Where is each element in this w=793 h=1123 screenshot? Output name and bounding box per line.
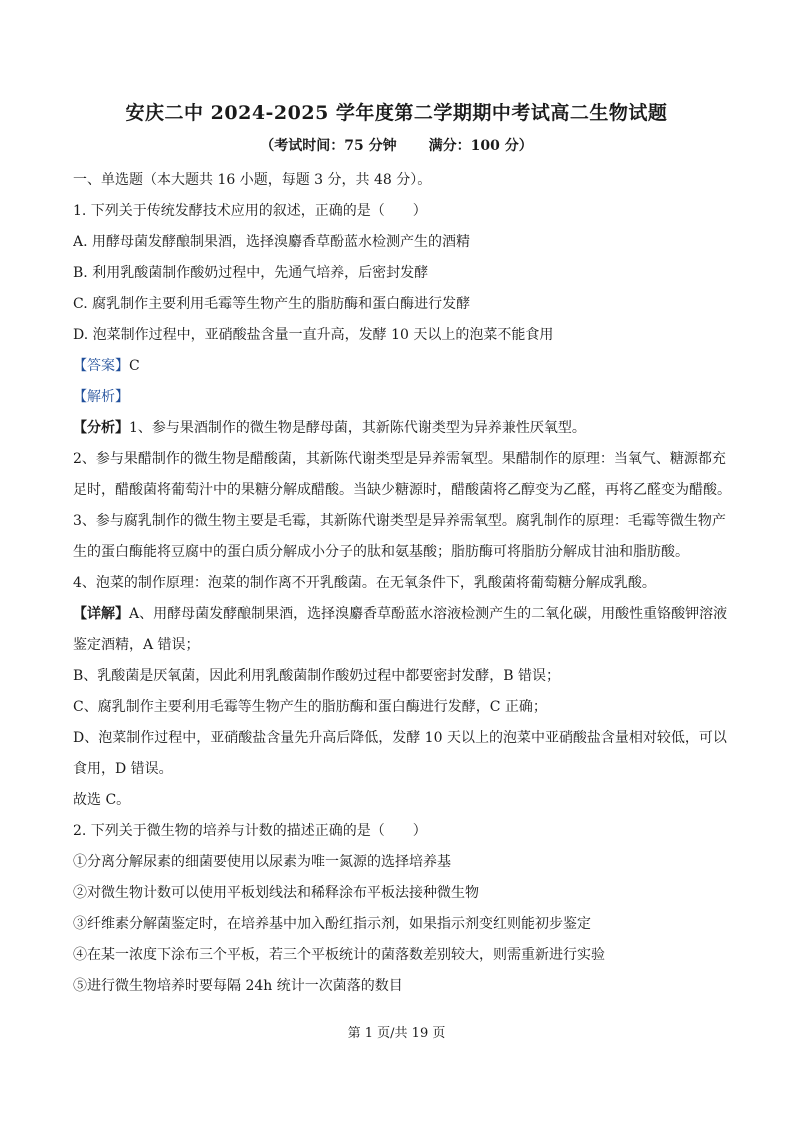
question-1-option-d: D. 泡菜制作过程中，亚硝酸盐含量一直升高，发酵 10 天以上的泡菜不能食用: [73, 327, 554, 343]
question-1-option-a: A. 用酵母菌发酵酿制果酒，选择溴麝香草酚蓝水检测产生的酒精: [73, 234, 471, 250]
xiangjie-line-c: C、腐乳制作主要利用毛霉等生物产生的脂肪酶和蛋白酶进行发酵，C 正确；: [73, 699, 547, 715]
page-title: 安庆二中 2024-2025 学年度第二学期期中考试高二生物试题: [125, 102, 668, 124]
question-1-option-c: C. 腐乳制作主要利用毛霉等生物产生的脂肪酶和蛋白酶进行发酵: [73, 296, 471, 312]
fenxi-line-3a: 3、参与腐乳制作的微生物主要是毛霉，其新陈代谢类型是异养需氧型。腐乳制作的原理：毛霉等微生物产: [73, 513, 726, 529]
question-2-item-1: ①分离分解尿素的细菌要使用以尿素为唯一氮源的选择培养基: [73, 854, 451, 870]
fenxi-text-1: 1、参与果酒制作的微生物是酵母菌，其新陈代谢类型为异养兼性厌氧型。: [129, 420, 586, 436]
question-2-item-4: ④在某一浓度下涂布三个平板，若三个平板统计的菌落数差别较大，则需重新进行实验: [73, 947, 605, 963]
page-footer: 第 1 页/共 19 页: [347, 1026, 446, 1041]
question-2-stem: 2. 下列关于微生物的培养与计数的描述正确的是（ ）: [73, 823, 427, 839]
answer-value: C: [129, 358, 140, 374]
xiangjie-line-d1: D、泡菜制作过程中，亚硝酸盐含量先升高后降低，发酵 10 天以上的泡菜中亚硝酸盐含量相对较低，可以: [73, 730, 727, 746]
exam-time: （考试时间：75 分钟: [260, 138, 397, 154]
question-2-item-3: ③纤维素分解菌鉴定时，在培养基中加入酚红指示剂，如果指示剂变红则能初步鉴定: [73, 916, 591, 932]
fenxi-line-4: 4、泡菜的制作原理：泡菜的制作离不开乳酸菌。在无氧条件下，乳酸菌将葡萄糖分解成乳酸。: [73, 575, 656, 591]
page-content: [73, 165, 733, 1002]
xiangjie-line-a1: [73, 599, 733, 630]
fenxi-line-2b: 足时，醋酸菌将葡萄汁中的果糖分解成醋酸。当缺少糖源时，醋酸菌将乙醇变为乙醛，再将乙醛变为醋酸。: [73, 482, 731, 498]
fenxi-label: 【分析】: [73, 420, 129, 436]
question-2-item-2: ②对微生物计数可以使用平板划线法和稀释涂布平板法接种微生物: [73, 885, 479, 901]
exam-info: [0, 135, 793, 155]
answer-label: 【答案】: [73, 358, 129, 374]
fenxi-line-3b: 生的蛋白酶能将豆腐中的蛋白质分解成小分子的肽和氨基酸；脂肪酶可将脂肪分解成甘油和脂肪酸。: [73, 544, 689, 560]
question-2-item-5: ⑤进行微生物培养时要每隔 24h 统计一次菌落的数目: [73, 978, 403, 994]
xiangjie-line-b: B、乳酸菌是厌氧菌，因此利用乳酸菌制作酸奶过程中都要密封发酵，B 错误；: [73, 668, 561, 684]
conclusion: 故选 C。: [73, 792, 131, 808]
xiangjie-line-d2: 食用，D 错误。: [73, 761, 173, 777]
xiangjie-label: 【详解】: [73, 606, 129, 622]
analysis-label: 【解析】: [73, 389, 129, 405]
fenxi-line-2a: 2、参与果醋制作的微生物是醋酸菌，其新陈代谢类型是异养需氧型。果醋制作的原理：当氧气、糖源都充: [73, 451, 726, 467]
question-1-option-b: B. 利用乳酸菌制作酸奶过程中，先通气培养，后密封发酵: [73, 265, 429, 281]
xiangjie-text-a1: A、用酵母菌发酵酿制果酒，选择溴麝香草酚蓝水溶液检测产生的二氧化碳，用酸性重铬酸钾溶液: [129, 606, 728, 622]
section-heading: 一、单选题（本大题共 16 小题，每题 3 分，共 48 分）。: [73, 172, 432, 188]
question-1-stem: 1. 下列关于传统发酵技术应用的叙述，正确的是（ ）: [73, 203, 427, 219]
fenxi-line-1: [73, 413, 733, 444]
answer-line: [73, 351, 733, 382]
full-score: 满分：100 分）: [428, 138, 533, 154]
xiangjie-line-a2: 鉴定酒精，A 错误；: [73, 637, 200, 653]
